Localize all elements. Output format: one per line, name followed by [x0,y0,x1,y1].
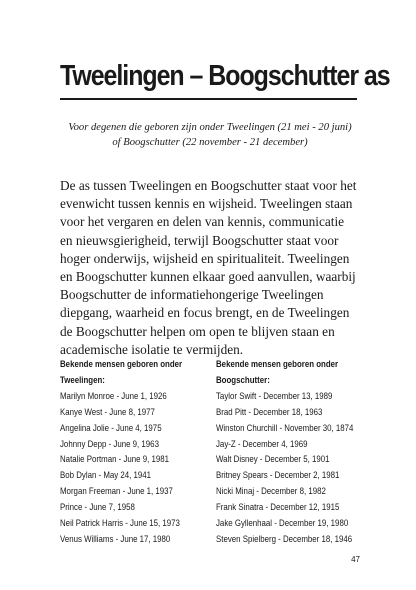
gemini-famous-people-list [60,356,182,547]
list-item: Nicki Minaj - December 8, 1982 [216,485,326,497]
list-item: Winston Churchill - November 30, 1874 [216,421,354,433]
list-item: Neil Patrick Harris - June 15, 1973 [60,517,180,529]
list-heading: Bekende mensen geboren onder [216,358,339,369]
list-item: Angelina Jolie - June 4, 1975 [60,421,162,433]
list-item: Natalie Portman - June 9, 1981 [60,453,170,465]
body-line: hoger onderwijs, wijsheid en spiritualiteit. Tweelingen [60,250,350,266]
sagittarius-famous-people-list [216,356,353,547]
page-number: 47 [351,555,360,564]
page-title: Tweelingen – Boogschutter as [60,60,390,92]
list-item: Morgan Freeman - June 1, 1937 [60,485,173,497]
body-line: evenwicht tussen kennis en wijsheid. Tweelingen staan [60,196,353,212]
list-item: Kanye West - June 8, 1977 [60,405,155,417]
body-line: Boogschutter de informatiehongerige Tweelingen [60,287,324,303]
list-item: Jay-Z - December 4, 1969 [216,437,308,449]
list-item: Jake Gyllenhaal - December 19, 1980 [216,517,349,529]
subtitle-line: of Boogschutter (22 november - 21 december) [112,137,308,148]
body-line: voor het vergaren en delen van kennis, communicatie [60,214,345,230]
subtitle-line: Voor degenen die geboren zijn onder Tweelingen (21 mei - 20 juni) [68,122,352,133]
list-item: Britney Spears - December 2, 1981 [216,469,340,481]
list-heading: Boogschutter: [216,373,270,385]
body-line: en nieuwsgierigheid, terwijl Boogschutter staat voor [60,232,339,248]
body-line: De as tussen Tweelingen en Boogschutter staat voor het [60,178,357,193]
list-item: Brad Pitt - December 18, 1963 [216,405,323,417]
list-item: Steven Spielberg - December 18, 1946 [216,532,353,544]
body-line: diepgang, waarheid en focus brengt, en de Tweelingen [60,305,350,321]
list-heading: Bekende mensen geboren onder [60,358,183,369]
list-item: Walt Disney - December 5, 1901 [216,453,330,465]
list-item: Marilyn Monroe - June 1, 1926 [60,389,167,401]
list-item: Johnny Depp - June 9, 1963 [60,437,159,449]
title-underline [60,98,357,100]
list-item: Frank Sinatra - December 12, 1915 [216,501,340,513]
subtitle [55,120,365,150]
list-item: Venus Williams - June 17, 1980 [60,532,171,544]
body-paragraph [60,177,370,359]
list-item: Bob Dylan - May 24, 1941 [60,469,152,481]
list-item: Prince - June 7, 1958 [60,501,135,513]
list-item: Taylor Swift - December 13, 1989 [216,389,333,401]
list-heading: Tweelingen: [60,373,105,385]
body-line: en Boogschutter kunnen elkaar goed aanvullen, waarbij [60,269,356,285]
body-line: de Boogschutter helpen om open te blijven staan en [60,323,335,339]
body-line: academische isolatie te vermijden. [60,341,244,357]
